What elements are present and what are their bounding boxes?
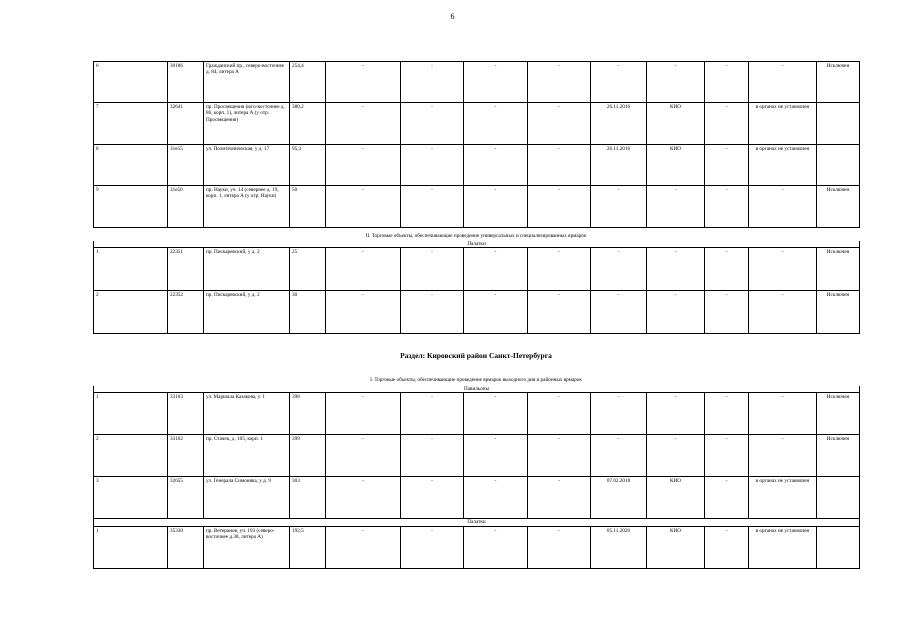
cell-c11: - bbox=[705, 103, 749, 145]
table-block-1 bbox=[93, 61, 860, 228]
cell-c6: - bbox=[401, 477, 464, 519]
cell-id: 31e50 bbox=[168, 186, 204, 228]
cell-addr: ул. Политехническая, у д. 17 bbox=[204, 145, 290, 186]
cell-c6: - bbox=[401, 291, 464, 334]
cell-id: 32655 bbox=[168, 477, 204, 519]
subheading-pavilions: Павильоны bbox=[94, 386, 860, 393]
cell-area: 303 bbox=[290, 477, 326, 519]
cell-c9: 26.11.2016 bbox=[591, 103, 647, 145]
cell-c11: - bbox=[705, 477, 749, 519]
cell-c12: - bbox=[749, 393, 817, 435]
cell-area: 50 bbox=[290, 186, 326, 228]
cell-c5: - bbox=[326, 393, 401, 435]
cell-c7: - bbox=[464, 186, 528, 228]
cell-id: 22352 bbox=[168, 291, 204, 334]
subheading-kiosks-2: Палатки bbox=[94, 519, 860, 526]
cell-c9: 07.02.2018 bbox=[591, 477, 647, 519]
table-row bbox=[94, 62, 860, 103]
cell-c7: - bbox=[464, 145, 528, 186]
cell-id: 30186 bbox=[168, 62, 204, 103]
cell-c6: - bbox=[401, 435, 464, 477]
cell-area: 254,4 bbox=[290, 62, 326, 103]
cell-c7: - bbox=[464, 62, 528, 103]
cell-c9: 05.11.2020 bbox=[591, 526, 647, 568]
cell-addr: пр. Ветеранов, уч. 193 (северо-восточнее д.38, литера А) bbox=[204, 526, 290, 568]
cell-n: 8 bbox=[94, 145, 168, 186]
cell-c9: - bbox=[591, 393, 647, 435]
cell-c8: - bbox=[528, 435, 591, 477]
table-block-2 bbox=[93, 241, 860, 334]
table-row bbox=[94, 103, 860, 145]
cell-c12: в органах не установлен bbox=[749, 103, 817, 145]
cell-c11: - bbox=[705, 393, 749, 435]
cell-c13 bbox=[817, 103, 860, 145]
cell-n: 9 bbox=[94, 186, 168, 228]
cell-n: 7 bbox=[94, 103, 168, 145]
cell-c8: - bbox=[528, 145, 591, 186]
cell-c12: - bbox=[749, 435, 817, 477]
cell-c6: - bbox=[401, 186, 464, 228]
cell-c8: - bbox=[528, 62, 591, 103]
cell-c9: - bbox=[591, 62, 647, 103]
cell-c5: - bbox=[326, 291, 401, 334]
cell-c6: - bbox=[401, 393, 464, 435]
cell-c12: - bbox=[749, 186, 817, 228]
cell-c12: - bbox=[749, 248, 817, 291]
cell-addr: ул. Маршала Казакова, у. 1 bbox=[204, 393, 290, 435]
cell-addr: Гражданский пр., северо-восточнее д. 84, литера А bbox=[204, 62, 290, 103]
cell-c10: КИО bbox=[647, 526, 705, 568]
cell-addr: пр. Пискаревский, у д. 2 bbox=[204, 248, 290, 291]
cell-n: 1 bbox=[94, 526, 168, 568]
cell-n: 2 bbox=[94, 435, 168, 477]
cell-id: 33103 bbox=[168, 393, 204, 435]
cell-c10: - bbox=[647, 62, 705, 103]
cell-id: 32641 bbox=[168, 103, 204, 145]
cell-n: 1 bbox=[94, 393, 168, 435]
cell-addr: ул. Генерала Симоняка, у д. 9 bbox=[204, 477, 290, 519]
cell-c5: - bbox=[326, 526, 401, 568]
cell-c8: - bbox=[528, 393, 591, 435]
cell-c8: - bbox=[528, 526, 591, 568]
cell-c7: - bbox=[464, 477, 528, 519]
cell-c11: - bbox=[705, 526, 749, 568]
cell-c11: - bbox=[705, 291, 749, 334]
cell-c13 bbox=[817, 477, 860, 519]
caption-fairs: II. Торговые объекты, обеспечивающие проведение универсальных и специализированных ярмарок bbox=[365, 233, 587, 239]
cell-c8: - bbox=[528, 477, 591, 519]
cell-c7: - bbox=[464, 291, 528, 334]
cell-c6: - bbox=[401, 103, 464, 145]
cell-id: 22351 bbox=[168, 248, 204, 291]
section-title: Раздел: Кировский район Санкт-Петербурга bbox=[400, 351, 552, 360]
cell-c12: в органах не установлен bbox=[749, 145, 817, 186]
cell-addr: пр. Просвещения (юго-восточнее д. 86, корп. 1), литера А (у отр. Просвещения) bbox=[204, 103, 290, 145]
cell-n: 3 bbox=[94, 477, 168, 519]
table-row bbox=[94, 477, 860, 519]
cell-c5: - bbox=[326, 103, 401, 145]
cell-c9: 26.11.2016 bbox=[591, 145, 647, 186]
cell-c13: Исключен bbox=[817, 393, 860, 435]
cell-area: 192,5 bbox=[290, 526, 326, 568]
cell-c6: - bbox=[401, 526, 464, 568]
cell-c8: - bbox=[528, 103, 591, 145]
cell-c10: - bbox=[647, 291, 705, 334]
cell-area: 380,2 bbox=[290, 103, 326, 145]
table-row bbox=[94, 248, 860, 291]
table-row bbox=[94, 145, 860, 186]
cell-c10: - bbox=[647, 435, 705, 477]
cell-c11: - bbox=[705, 186, 749, 228]
cell-c10: КИО bbox=[647, 145, 705, 186]
cell-c8: - bbox=[528, 291, 591, 334]
cell-area: 398 bbox=[290, 393, 326, 435]
cell-id: 33102 bbox=[168, 435, 204, 477]
cell-c5: - bbox=[326, 248, 401, 291]
cell-c6: - bbox=[401, 145, 464, 186]
cell-area: 30 bbox=[290, 291, 326, 334]
cell-area: 399 bbox=[290, 435, 326, 477]
cell-area: 95,3 bbox=[290, 145, 326, 186]
cell-c13: Исключен bbox=[817, 435, 860, 477]
table-row bbox=[94, 435, 860, 477]
cell-c6: - bbox=[401, 248, 464, 291]
cell-n: 1 bbox=[94, 248, 168, 291]
cell-c9: - bbox=[591, 291, 647, 334]
cell-id: 31e55 bbox=[168, 145, 204, 186]
cell-c7: - bbox=[464, 103, 528, 145]
cell-c10: - bbox=[647, 248, 705, 291]
cell-c9: - bbox=[591, 248, 647, 291]
cell-c11: - bbox=[705, 62, 749, 103]
cell-c10: КИО bbox=[647, 103, 705, 145]
table-row bbox=[94, 291, 860, 334]
cell-addr: пр. Стачек, д. 105, корп. 1 bbox=[204, 435, 290, 477]
table-row bbox=[94, 526, 860, 568]
cell-c5: - bbox=[326, 62, 401, 103]
cell-c11: - bbox=[705, 145, 749, 186]
cell-c12: в органах не установлен bbox=[749, 477, 817, 519]
cell-c9: - bbox=[591, 435, 647, 477]
cell-c6: - bbox=[401, 62, 464, 103]
cell-c5: - bbox=[326, 435, 401, 477]
caption-weekend-fairs: I. Торговые объекты, обеспечивающие проведение ярмарок выходного дня и районных ярмарок bbox=[370, 377, 582, 383]
cell-c5: - bbox=[326, 186, 401, 228]
cell-c7: - bbox=[464, 393, 528, 435]
cell-c13: Исключен bbox=[817, 291, 860, 334]
page-number: 6 bbox=[450, 12, 455, 21]
cell-c10: - bbox=[647, 186, 705, 228]
subheading-kiosks: Палатки bbox=[94, 241, 860, 248]
cell-c11: - bbox=[705, 435, 749, 477]
cell-area: 25 bbox=[290, 248, 326, 291]
cell-c13: Исключен bbox=[817, 248, 860, 291]
table-row bbox=[94, 393, 860, 435]
cell-c13 bbox=[817, 145, 860, 186]
table-block-3 bbox=[93, 386, 860, 569]
cell-c10: КИО bbox=[647, 477, 705, 519]
cell-c10: - bbox=[647, 393, 705, 435]
cell-addr: пр. Пискаревский, у д. 2 bbox=[204, 291, 290, 334]
cell-id: 35330 bbox=[168, 526, 204, 568]
table-row bbox=[94, 186, 860, 228]
cell-c12: - bbox=[749, 291, 817, 334]
cell-c7: - bbox=[464, 248, 528, 291]
cell-n: 2 bbox=[94, 291, 168, 334]
cell-c13 bbox=[817, 526, 860, 568]
cell-c8: - bbox=[528, 186, 591, 228]
cell-c13: Исключен bbox=[817, 186, 860, 228]
cell-c5: - bbox=[326, 145, 401, 186]
cell-c11: - bbox=[705, 248, 749, 291]
cell-n: 6 bbox=[94, 62, 168, 103]
cell-c12: в органах не установлен bbox=[749, 526, 817, 568]
cell-c7: - bbox=[464, 435, 528, 477]
cell-c5: - bbox=[326, 477, 401, 519]
cell-addr: пр. Науки, уч. 14 (севернее д. 19, корп. 1, литера А (у отр. Науки) bbox=[204, 186, 290, 228]
cell-c8: - bbox=[528, 248, 591, 291]
cell-c7: - bbox=[464, 526, 528, 568]
cell-c9: - bbox=[591, 186, 647, 228]
cell-c13: Исключен bbox=[817, 62, 860, 103]
cell-c12: - bbox=[749, 62, 817, 103]
